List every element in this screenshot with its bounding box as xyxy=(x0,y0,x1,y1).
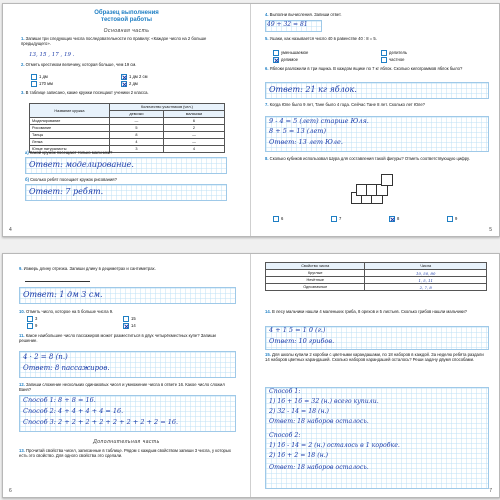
option-label: 1 дм 2 см xyxy=(129,74,148,80)
table-cell[interactable]: 10, 50, 80 xyxy=(365,270,487,277)
question-number: 15. xyxy=(265,352,271,357)
question-text: Для школы купили 2 коробки с цветными карандашами, по 18 наборов в каждой. За неделю ребята раздали 14 наборов цветных карандашей. Сколько наборов карандашей осталось? Реши задачу двумя способами. xyxy=(265,352,484,363)
table-header: мальчики xyxy=(163,111,224,118)
question-text: Отметь число, которое на 5 больше числа 9. xyxy=(26,309,114,314)
table-row xyxy=(266,277,487,284)
option-label: 3 xyxy=(35,316,38,322)
question-number: 14. xyxy=(265,309,271,314)
answer-3b: Ответ: 7 ребят. xyxy=(29,187,104,196)
method-2-step-1: 1) 16 - 14 = 2 (н.) осталось в 1 коробке. xyxy=(269,442,400,449)
question-text: Выполни вычисления. Запиши ответ. xyxy=(269,12,342,17)
option-label: 1 дм xyxy=(39,74,48,80)
method-1: Способ 1: 8 + 8 = 16. xyxy=(23,396,96,404)
option-3[interactable] xyxy=(273,57,298,63)
checkbox[interactable] xyxy=(123,316,129,322)
table-header: Название кружка xyxy=(30,104,110,118)
solution-line-1: 4 · 2 = 8 (п.) xyxy=(23,353,68,361)
question-2 xyxy=(21,62,226,67)
question-9 xyxy=(19,266,234,271)
option-label: 6 xyxy=(281,216,284,222)
page-7 xyxy=(251,254,498,497)
checkbox[interactable] xyxy=(31,81,37,87)
option-1[interactable] xyxy=(273,50,308,56)
question-text: Когда Юле было 9 лет, Тане было 4 года. Сейчас Тане 8 лет. Сколько лет Юле? xyxy=(269,102,426,107)
option-4[interactable] xyxy=(123,323,136,329)
question-number: 10. xyxy=(19,309,25,314)
question-5 xyxy=(265,36,485,41)
page-title xyxy=(3,10,250,24)
title-line-2: тестовой работы xyxy=(101,17,152,23)
page-number: 7 xyxy=(489,488,492,494)
clubs-table xyxy=(29,103,225,153)
answer-6: Ответ: 21 кг яблок. xyxy=(269,85,357,94)
page-number: 5 xyxy=(489,227,492,233)
question-10 xyxy=(19,309,234,314)
answer-3a: Ответ: моделирование. xyxy=(29,160,134,169)
question-letter: а) xyxy=(25,150,29,155)
question-number: 7. xyxy=(265,102,269,107)
question-6 xyxy=(265,66,485,71)
question-15 xyxy=(265,352,487,362)
table-cell: 4 xyxy=(163,146,224,153)
table-cell: Моделирование xyxy=(30,118,110,125)
method-3: Способ 3: 2 + 2 + 2 + 2 + 2 + 2 + 2 + 2 = 16. xyxy=(23,418,179,426)
checkbox[interactable] xyxy=(273,50,279,56)
option-label: делитель xyxy=(389,50,408,56)
checkbox-checked[interactable] xyxy=(121,81,127,87)
table-header: Числа xyxy=(365,263,487,270)
question-12 xyxy=(19,382,234,392)
table-cell: Круглые xyxy=(266,270,365,277)
question-number: 5. xyxy=(265,36,269,41)
option-label: 9 xyxy=(35,323,38,329)
method-2-step-2: 2) 16 + 2 = 18 (н.) xyxy=(269,452,329,459)
checkbox[interactable] xyxy=(381,57,387,63)
table-row xyxy=(30,125,225,132)
page-4 xyxy=(3,4,251,236)
option-3[interactable] xyxy=(27,323,37,329)
solution-line-1: 4 + 1 5 = 1 0 (г.) xyxy=(269,326,326,334)
checkbox-checked[interactable] xyxy=(121,74,127,80)
question-letter: б) xyxy=(25,177,29,182)
question-number: 1. xyxy=(21,36,25,41)
question-text: Отметь крестиком величину, которая больше, чем 19 см. xyxy=(25,62,137,67)
table-row xyxy=(266,270,487,277)
method-2-answer: Ответ: 18 наборов осталось. xyxy=(269,464,369,471)
table-row xyxy=(30,139,225,146)
checkbox[interactable] xyxy=(27,316,33,322)
option-2[interactable] xyxy=(123,316,136,322)
question-number: 9. xyxy=(19,266,23,271)
option-3[interactable] xyxy=(389,216,399,222)
question-number: 3. xyxy=(21,90,25,95)
cube xyxy=(381,174,393,186)
section-heading: Дополнительная часть xyxy=(93,439,160,445)
table-row xyxy=(30,118,225,125)
checkbox[interactable] xyxy=(273,216,279,222)
option-1[interactable] xyxy=(27,316,37,322)
option-4[interactable] xyxy=(381,57,405,63)
question-11 xyxy=(19,333,234,343)
table-cell: 8 xyxy=(109,132,163,139)
checkbox-checked[interactable] xyxy=(389,216,395,222)
table-cell: — xyxy=(163,139,224,146)
table-header: девочки xyxy=(109,111,163,118)
table-cell: 6 xyxy=(163,118,224,125)
segment-line xyxy=(25,281,90,282)
option-label: частное xyxy=(389,57,405,63)
method-1-label: Способ 1: xyxy=(269,388,301,395)
option-4[interactable] xyxy=(121,81,138,87)
method-1-step-1: 1) 16 + 16 = 32 (н.) всего купили. xyxy=(269,398,379,405)
question-4 xyxy=(265,12,485,17)
table-header: Количество участников (чел.) xyxy=(109,104,224,111)
table-cell: Танцы xyxy=(30,132,110,139)
question-text: Запиши сложение нескольких одинаковых чисел и умножение числа в ответе 16. Какое число сложил Ваня? xyxy=(19,382,225,393)
option-label: 170 мм xyxy=(39,81,53,87)
option-2[interactable] xyxy=(331,216,341,222)
page-number: 6 xyxy=(9,488,12,494)
solution-line-2: 8 + 5 = 13 (лет) xyxy=(269,127,326,135)
table-header: Свойство числа xyxy=(266,263,365,270)
table-cell: — xyxy=(109,118,163,125)
checkbox-checked[interactable] xyxy=(123,323,129,329)
table-cell: Нечётные xyxy=(266,277,365,284)
question-8 xyxy=(265,156,485,161)
option-3[interactable] xyxy=(31,81,53,87)
page-5 xyxy=(251,4,498,236)
checkbox[interactable] xyxy=(381,50,387,56)
table-row xyxy=(266,284,487,291)
question-text: Сколько кубиков использовал Шура для составления такой фигуры? Отметь соответствующую цифру. xyxy=(269,156,470,161)
method-2: Способ 2: 4 + 4 + 4 + 4 = 16. xyxy=(23,407,124,415)
section-heading: Основная часть xyxy=(103,28,150,34)
question-text: Измерь длину отрезка. Запиши длину в дециметрах и сантиметрах. xyxy=(23,266,156,271)
bottom-spread xyxy=(2,253,500,498)
answer-1: 13, 15 , 17 , 19 . xyxy=(29,52,75,58)
answer-4: 49 + 32 = 81 xyxy=(267,21,308,28)
solution-line-1: 9 - 4 = 5 (лет) старше Юля. xyxy=(269,117,369,125)
question-number: 11. xyxy=(19,333,25,338)
question-number: 8. xyxy=(265,156,269,161)
table-cell: Однозначные xyxy=(266,284,365,291)
table-cell: Лепка xyxy=(30,139,110,146)
title-line-1: Образец выполнения xyxy=(94,10,159,16)
option-label: 15 xyxy=(131,316,136,322)
option-label: 7 xyxy=(339,216,342,222)
question-text: Запиши три следующих числа последовательности по правилу: «Каждое число на 2 больше предыдущего». xyxy=(21,36,207,47)
method-1-answer: Ответ: 18 наборов осталось. xyxy=(269,418,369,425)
answer-14: Ответ: 10 грибов. xyxy=(269,337,335,345)
option-label: 9 xyxy=(455,216,458,222)
table-cell: 3 xyxy=(109,146,163,153)
number-properties-table xyxy=(265,262,487,291)
table-cell: 2 xyxy=(163,125,224,132)
table-cell: Рисование xyxy=(30,125,110,132)
checkbox[interactable] xyxy=(331,216,337,222)
option-1[interactable] xyxy=(31,74,48,80)
question-13 xyxy=(19,448,234,458)
table-cell: Юные натуралисты xyxy=(30,146,110,153)
option-label: уменьшаемое xyxy=(281,50,309,56)
option-label: 8 xyxy=(397,216,400,222)
answer-11: Ответ: 8 пассажиров. xyxy=(23,364,110,372)
checkbox-checked[interactable] xyxy=(273,57,279,63)
table-cell: 5 xyxy=(109,125,163,132)
page-6 xyxy=(3,254,251,497)
question-number: 4. xyxy=(265,12,269,17)
question-3b xyxy=(25,177,230,182)
question-text: В лесу мальчики нашли 4 маленьких гриба, 8 орехов и 5 листьев. Сколько грибов нашли мальчики? xyxy=(272,309,467,314)
option-2[interactable] xyxy=(381,50,407,56)
question-text: Какой кружок посещают только мальчики? xyxy=(29,150,113,155)
checkbox[interactable] xyxy=(447,216,453,222)
method-1-step-2: 2) 32 - 14 = 18 (н.) xyxy=(269,408,329,415)
question-number: 12. xyxy=(19,382,25,387)
option-label: делимое xyxy=(281,57,298,63)
method-2-label: Способ 2: xyxy=(269,432,301,439)
question-14 xyxy=(265,309,487,314)
question-1 xyxy=(21,36,226,46)
question-3 xyxy=(21,90,226,95)
question-number: 2. xyxy=(21,62,25,67)
answer-7: Ответ: 13 лет Юле. xyxy=(269,138,343,146)
top-spread xyxy=(2,3,500,237)
answer-9: Ответ: 1 дм 3 см. xyxy=(23,290,103,299)
question-number: 6. xyxy=(265,66,269,71)
table-cell[interactable]: 1, 5, 11 xyxy=(365,277,487,284)
table-cell: 4 xyxy=(109,139,163,146)
question-text: В таблице записано, какие кружки посещают ученики 2 класса. xyxy=(25,90,149,95)
table-cell[interactable]: 2, 7, 8 xyxy=(365,284,487,291)
question-7 xyxy=(265,102,485,107)
question-number: 13. xyxy=(19,448,25,453)
question-text: Сколько ребят посещает кружок рисования? xyxy=(30,177,117,182)
table-row xyxy=(30,132,225,139)
option-label: 14 xyxy=(131,323,136,329)
option-1[interactable] xyxy=(273,216,283,222)
checkbox[interactable] xyxy=(27,323,33,329)
question-text: Яблоки разложили в три ящика. В каждом ящике по 7 кг яблок. Сколько килограммов яблок было? xyxy=(269,66,463,71)
option-label: 2 дм xyxy=(129,81,138,87)
checkbox[interactable] xyxy=(31,74,37,80)
question-text: Ушаки, как называется число 40 в равенстве 40 : 8 = 5. xyxy=(269,36,377,41)
table-cell: — xyxy=(163,132,224,139)
page-number: 4 xyxy=(9,227,12,233)
option-2[interactable] xyxy=(121,74,147,80)
option-4[interactable] xyxy=(447,216,457,222)
question-3a xyxy=(25,150,230,155)
question-text: Какое наибольшее число пассажиров может разместиться в двух четырёхместных купе? Запиши решение. xyxy=(19,333,216,344)
question-text: Прочитай свойства чисел, записанные в таблице. Рядом с каждым свойством запиши 3 числа, у которых есть это свойство. Для одного свойства это сделали. xyxy=(19,448,231,459)
